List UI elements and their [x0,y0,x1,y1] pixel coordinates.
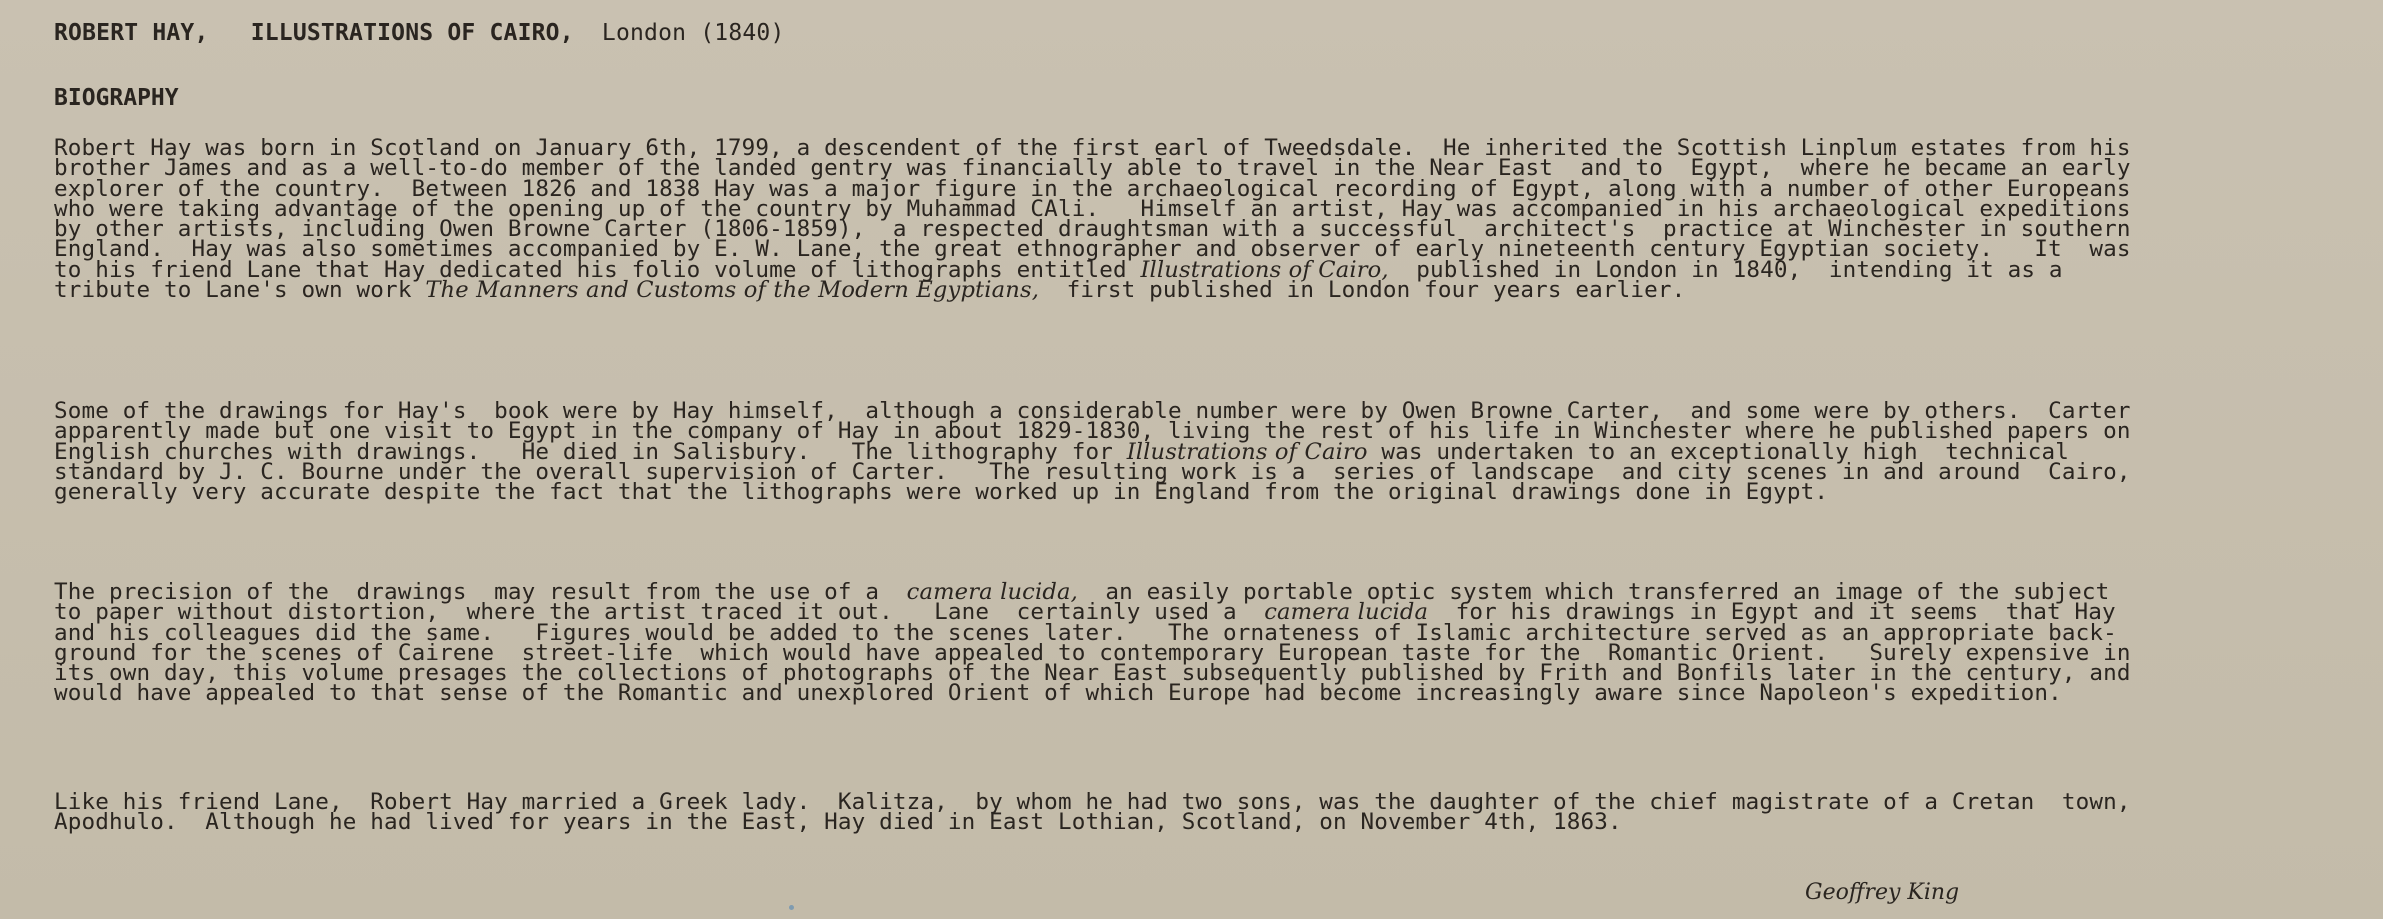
text-line: Some of the drawings for Hay's book were by Hay himself, although a considerable number were by Owen Browne Carter, and some were by others. Carter [54,398,2131,424]
book-title: ILLUSTRATIONS OF CAIRO, [250,20,574,46]
italic-term: camera lucida, [906,579,1078,605]
text-line: was undertaken to an exceptionally high technical [1367,438,2070,465]
text-line: for his drawings in Egypt and it seems that Hay [1428,599,2116,626]
text-line: Like his friend Lane, Robert Hay married a Greek lady. Kalitza, by whom he had two sons, was the daughter of the chief magistrate of a Cretan town, [54,789,2131,815]
text-line: ground for the scenes of Cairene street-life which would have appealed to contemporary European taste for the Romantic Orient. Surely expensive in [54,639,2131,666]
text-line: its own day, this volume presages the collections of photographs of the Near East subsequently published by Frith and Bonfils later in the century, and [54,660,2131,687]
italic-title: Illustrations of Cairo [1126,438,1368,465]
text-line: English churches with drawings. He died in Salisbury. The lithography for [54,438,1127,465]
text-line: Apodhulo. Although he had lived for years in the East, Hay died in East Lothian, Scotland, on November 4th, 1863. [54,809,1622,836]
text-line: would have appealed to that sense of the Romantic and unexplored Orient of which Europe had become increasingly aware since Napoleon's expedition. [54,680,2062,707]
ink-speck [789,905,794,910]
paragraph-3 [54,579,2324,707]
italic-title: The Manners and Customs of the Modern Egyptians, [425,277,1040,304]
text-line: and his colleagues did the same. Figures would be added to the scenes later. The ornateness of Islamic architecture served as an appropriate back- [54,619,2117,646]
text-line: by other artists, including Owen Browne Carter (1806-1859), a respected draughtsman with a successful architect's practice at Winchester in southern [54,216,2131,243]
text-line: standard by J. C. Bourne under the overall supervision of Carter. The resulting work is a series of landscape and city scenes in and around Cairo, [54,458,2131,485]
text-line: generally very accurate despite the fact that the lithographs were worked up in England from the original drawings done in Egypt. [54,479,1829,506]
text-line: apparently made but one visit to Egypt in the company of Hay in about 1829-1830, living the rest of his life in Winchester where he published papers on [54,418,2131,445]
text-line: tribute to Lane's own work [54,277,426,304]
italic-term: camera lucida [1264,599,1429,626]
text-line: to his friend Lane that Hay dedicated his folio volume of lithographs entitled [54,256,1141,283]
author-name: ROBERT HAY, [54,20,209,46]
text-line: to paper without distortion, where the artist traced it out. Lane certainly used a [54,599,1265,626]
publication-place: London (1840) [601,20,785,46]
text-line: first published in London four years earlier. [1039,277,1686,304]
text-line: explorer of the country. Between 1826 and 1838 Hay was a major figure in the archaeological recording of Egypt, along with a number of other Europeans [54,175,2131,202]
text-line: Robert Hay was born in Scotland on January 6th, 1799, a descendent of the first earl of Tweedsdale. He inherited the Scottish Linplum estates from his [54,135,2131,161]
text-line: brother James and as a well-to-do member of the landed gentry was financially able to travel in the Near East and to Egypt, where he became an early [54,155,2131,182]
paragraph-2 [54,398,2324,506]
italic-title: Illustrations of Cairo, [1140,256,1389,283]
text-line: The precision of the drawings may result from the use of a [54,579,907,605]
paragraph-1 [54,135,2324,304]
text-line: an easily portable optic system which transferred an image of the subject [1077,579,2110,605]
section-title: BIOGRAPHY [54,85,179,111]
text-line: who were taking advantage of the opening up of the country by Muhammad CAli. Himself an artist, Hay was accompanied in his archaeological expeditions [54,195,2131,222]
text-line: England. Hay was also sometimes accompanied by E. W. Lane, the great ethnographer and observer of early nineteenth century Egyptian society. It was [54,236,2131,263]
author-signature: Geoffrey King [1805,880,1960,905]
document-heading [54,20,785,46]
text-line: published in London in 1840, intending it as a [1388,256,2063,283]
paragraph-4 [54,789,2324,836]
